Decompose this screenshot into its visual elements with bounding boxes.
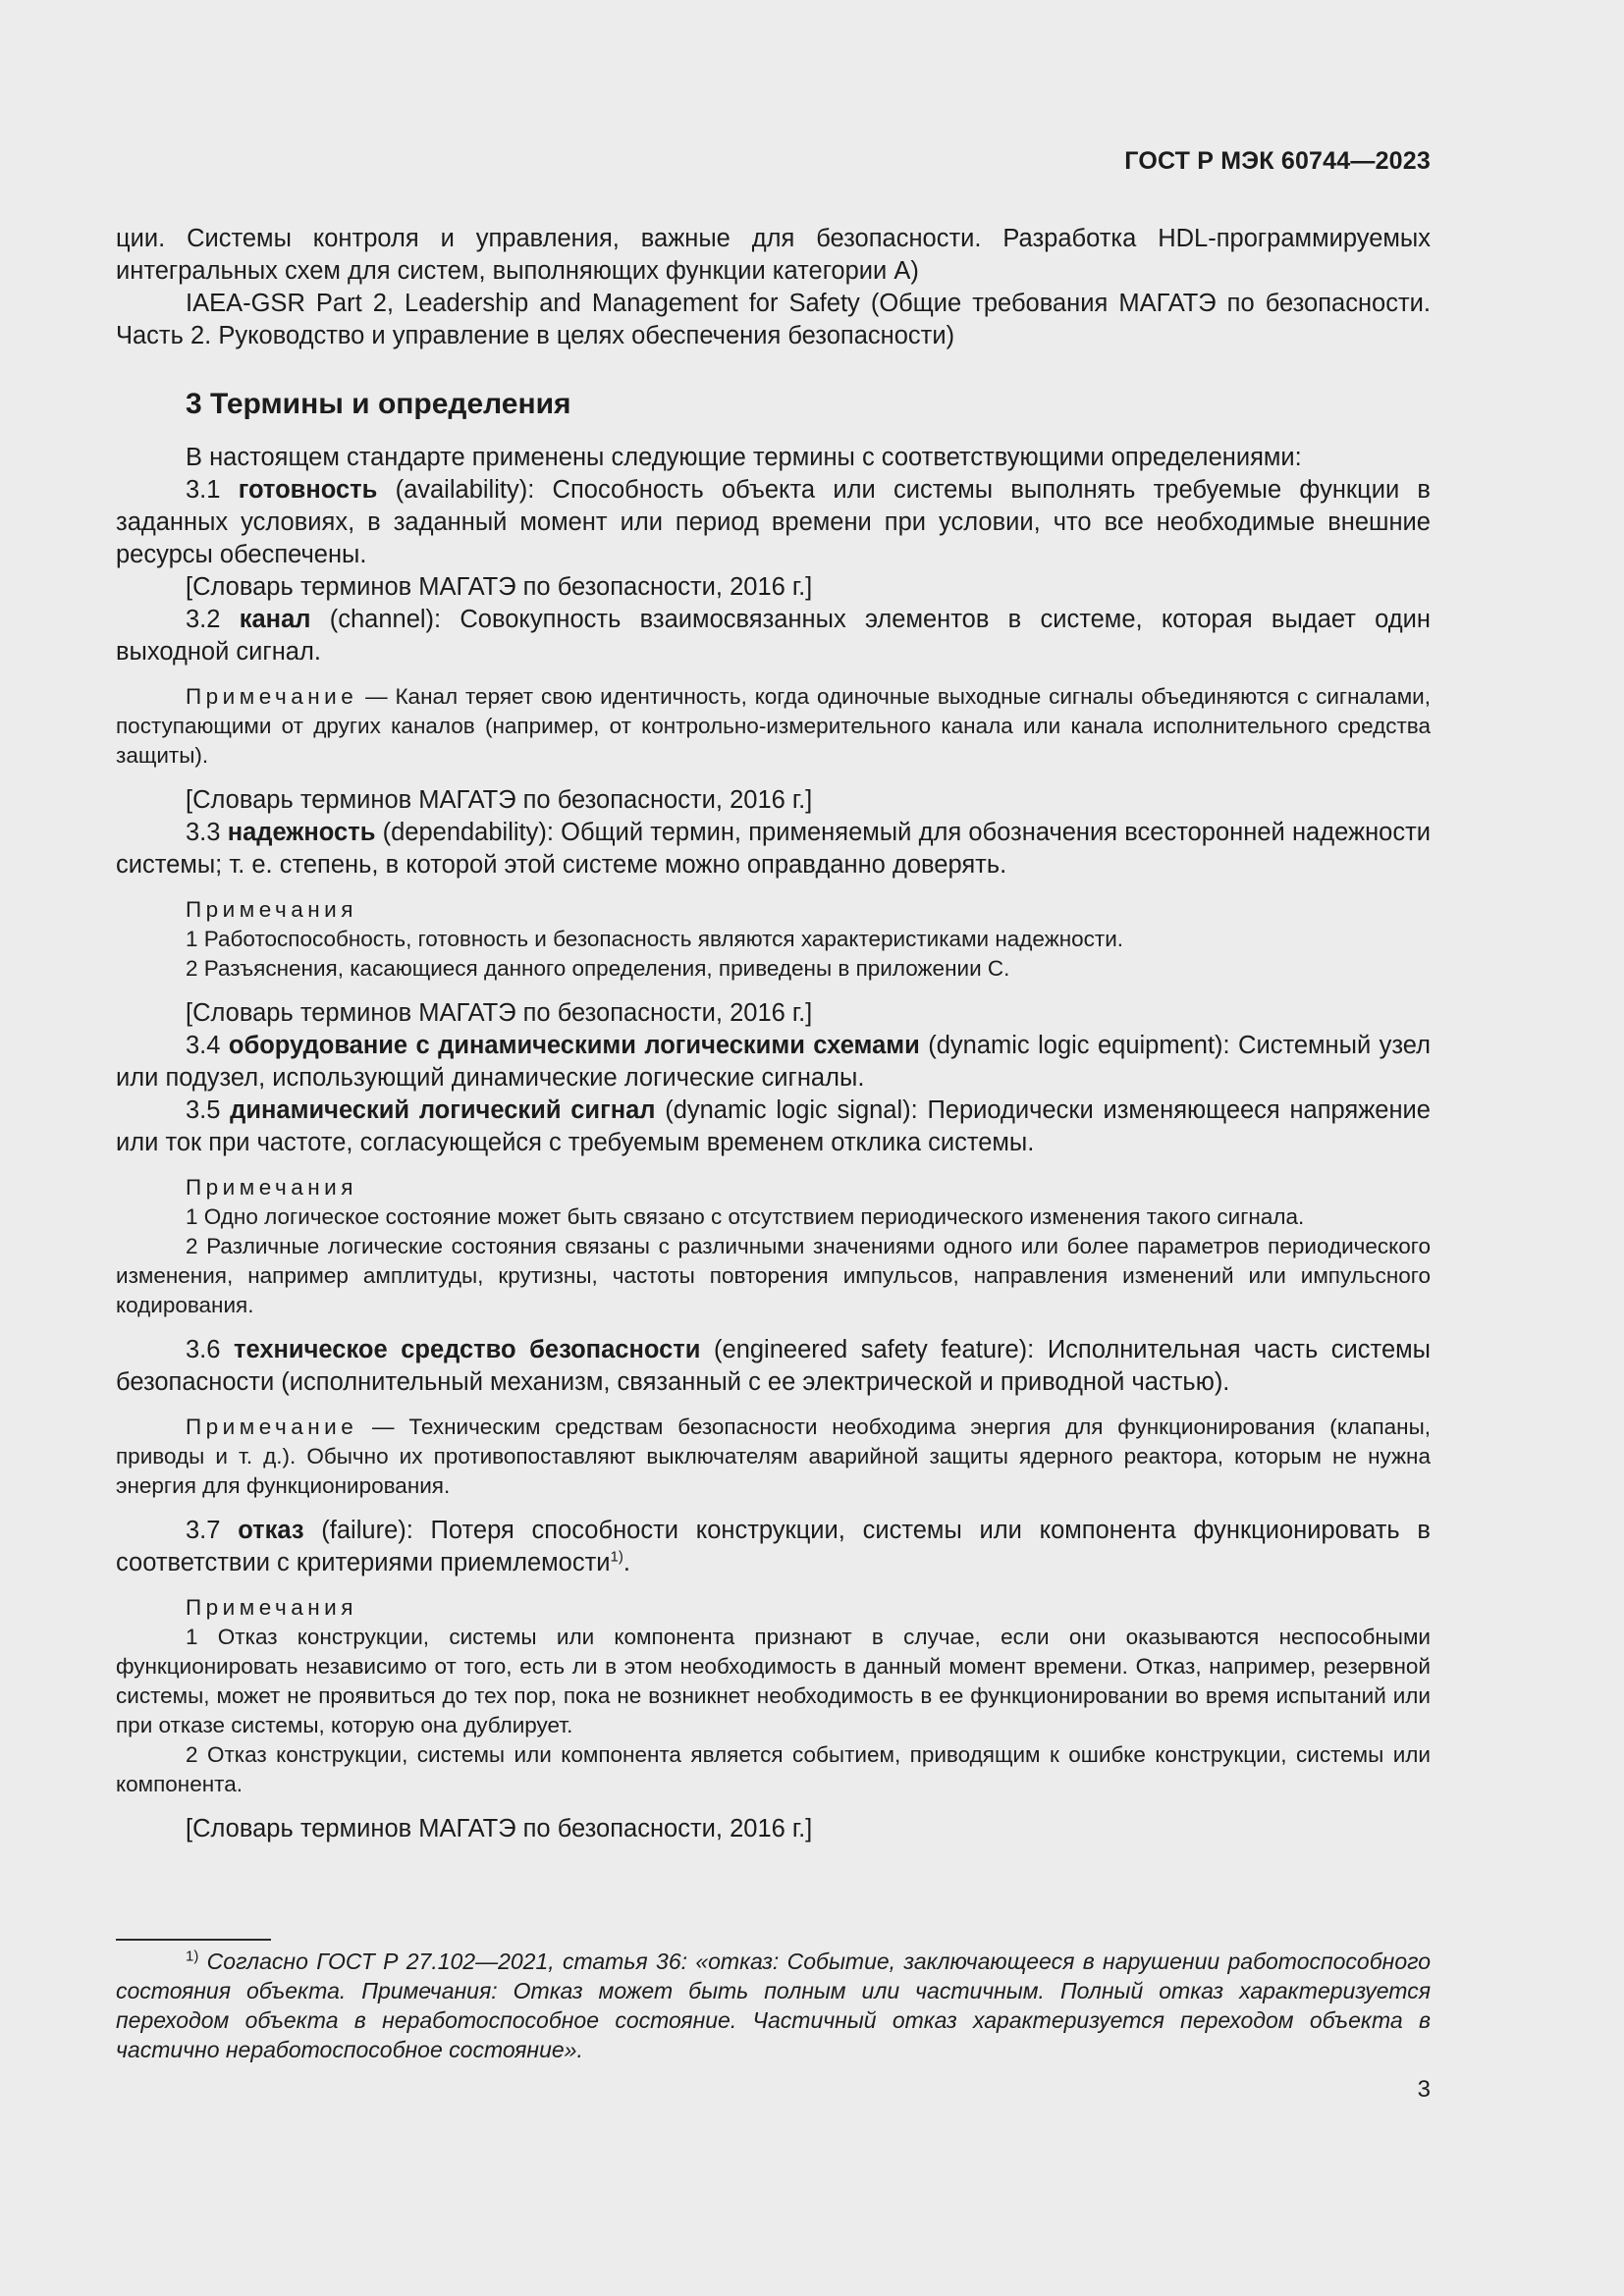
source-reference: [Словарь терминов МАГАТЭ по безопасности, 2016 г.] bbox=[186, 786, 813, 814]
term-name: готовность bbox=[238, 476, 378, 504]
notes-3-5 bbox=[116, 1173, 1431, 1320]
notes-3-3 bbox=[116, 895, 1431, 984]
term-number: 3.2 bbox=[186, 606, 240, 633]
term-number: 3.5 bbox=[186, 1096, 231, 1124]
note-dash: — bbox=[357, 684, 396, 709]
term-definition: (failure): Потеря способности конструкции, системы или компонента функционировать в соответствии с критериями приемлемости bbox=[116, 1517, 1431, 1576]
footnote-marker[interactable]: 1) bbox=[610, 1548, 623, 1566]
term-name: оборудование с динамическими логическими схемами bbox=[228, 1032, 920, 1059]
note-3-6 bbox=[116, 1413, 1431, 1501]
footnote-divider bbox=[116, 1939, 271, 1941]
note-label: Примечание bbox=[186, 684, 358, 709]
term-number: 3.6 bbox=[186, 1336, 235, 1363]
term-definition: (dynamic logic signal): Периодически изменяющееся напряжение или ток при частоте, согласующейся с требуемым временем отклика системы. bbox=[116, 1096, 1431, 1156]
notes-3-7 bbox=[116, 1593, 1431, 1799]
term-3-7 bbox=[116, 1515, 1431, 1579]
note-text: Канал теряет свою идентичность, когда одиночные выходные сигналы объединяются с сигналами, поступающими от других каналов (например, от контрольно-измерительного канала или канала исполнительного средства защиты). bbox=[116, 684, 1431, 768]
section-lead: В настоящем стандарте применены следующие термины с соответствующими определениями: bbox=[186, 444, 1302, 471]
footnote-text: Согласно ГОСТ Р 27.102—2021, статья 36: «отказ: Событие, заключающееся в нарушении работоспособного состояния объекта. Примечания: Отказ может быть полным или частичным. Полный отказ характеризуется переходом объекта в неработоспособное состояние. Частичный отказ характеризуется переходом объекта в частично неработоспособное состояние». bbox=[116, 1949, 1431, 2062]
document-body bbox=[116, 223, 1431, 1845]
term-number: 3.1 bbox=[186, 476, 239, 504]
note-label: Примечание bbox=[186, 1415, 358, 1439]
intro-paragraph-2: IAEA-GSR Part 2, Leadership and Management for Safety (Общие требования МАГАТЭ по безопасности. Часть 2. Руководство и управление в целях обеспечения безопасности) bbox=[116, 290, 1431, 349]
document-header: ГОСТ Р МЭК 60744—2023 bbox=[1124, 147, 1431, 175]
notes-label: Примечания bbox=[186, 1175, 357, 1200]
term-3-1 bbox=[116, 474, 1431, 571]
term-end: . bbox=[623, 1549, 630, 1576]
term-name: канал bbox=[239, 606, 311, 633]
note-item: 1 Работоспособность, готовность и безопасность являются характеристиками надежности. bbox=[186, 927, 1124, 951]
term-number: 3.3 bbox=[186, 819, 228, 846]
footnote-mark: 1) bbox=[186, 1948, 199, 1965]
term-3-2 bbox=[116, 604, 1431, 668]
note-item: 2 Отказ конструкции, системы или компонента является событием, приводящим к ошибке конструкции, системы или компонента. bbox=[116, 1742, 1431, 1796]
document-page bbox=[116, 0, 1431, 2296]
term-name: техническое средство безопасности bbox=[234, 1336, 701, 1363]
term-3-4 bbox=[116, 1030, 1431, 1095]
page-number: 3 bbox=[1417, 2076, 1431, 2103]
term-definition: (availability): Способность объекта или системы выполнять требуемые функции в заданных условиях, в заданный момент или период времени при условии, что все необходимые внешние ресурсы обеспечены. bbox=[116, 476, 1431, 568]
note-text: Техническим средствам безопасности необходима энергия для функционирования (клапаны, приводы и т. д.). Обычно их противопоставляют выключателям аварийной защиты ядерного реактора, которым не нужна энергия для функционирования. bbox=[116, 1415, 1431, 1498]
notes-label: Примечания bbox=[186, 1595, 357, 1620]
term-3-5 bbox=[116, 1095, 1431, 1159]
notes-label: Примечания bbox=[186, 897, 357, 922]
note-item: 2 Различные логические состояния связаны с различными значениями одного или более параметров периодического изменения, например амплитуды, крутизны, частоты повторения импульсов, направления изменений или импульсного кодирования. bbox=[116, 1234, 1431, 1317]
term-definition: (dynamic logic equipment): Системный узел или подузел, использующий динамические логические сигналы. bbox=[116, 1032, 1431, 1092]
term-3-6 bbox=[116, 1334, 1431, 1399]
note-item: 1 Отказ конструкции, системы или компонента признают в случае, если они оказываются неспособными функционировать независимо от того, есть ли в этом необходимость в данный момент времени. Отказ, например, резервной системы, может не проявиться до тех пор, пока не возникнет необходимость в ее функционировании во время испытаний или при отказе системы, которую она дублирует. bbox=[116, 1625, 1431, 1737]
note-item: 1 Одно логическое состояние может быть связано с отсутствием периодического изменения такого сигнала. bbox=[186, 1204, 1305, 1229]
source-reference: [Словарь терминов МАГАТЭ по безопасности, 2016 г.] bbox=[186, 999, 813, 1027]
term-name: отказ bbox=[238, 1517, 304, 1544]
term-definition: (engineered safety feature): Исполнительная часть системы безопасности (исполнительный механизм, связанный с ее электрической и приводной частью). bbox=[116, 1336, 1431, 1396]
note-item: 2 Разъяснения, касающиеся данного определения, приведены в приложении С. bbox=[186, 956, 1010, 981]
note-3-2 bbox=[116, 682, 1431, 771]
term-definition: (channel): Совокупность взаимосвязанных элементов в системе, которая выдает один выходной сигнал. bbox=[116, 606, 1431, 666]
term-name: динамический логический сигнал bbox=[230, 1096, 656, 1124]
intro-paragraph-1: ции. Системы контроля и управления, важные для безопасности. Разработка HDL-программируемых интегральных схем для систем, выполняющих функции категории А) bbox=[116, 225, 1431, 285]
footnote bbox=[116, 1947, 1431, 2064]
term-definition: (dependability): Общий термин, применяемый для обозначения всесторонней надежности системы; т. е. степень, в которой этой системе можно оправданно доверять. bbox=[116, 819, 1432, 879]
term-name: надежность bbox=[227, 819, 376, 846]
source-reference: [Словарь терминов МАГАТЭ по безопасности, 2016 г.] bbox=[186, 1815, 813, 1842]
term-number: 3.7 bbox=[186, 1517, 239, 1544]
note-dash: — bbox=[357, 1415, 409, 1439]
term-number: 3.4 bbox=[186, 1032, 229, 1059]
section-title: 3 Термины и определения bbox=[186, 388, 571, 420]
source-reference: [Словарь терминов МАГАТЭ по безопасности, 2016 г.] bbox=[186, 573, 813, 601]
term-3-3 bbox=[116, 817, 1431, 881]
